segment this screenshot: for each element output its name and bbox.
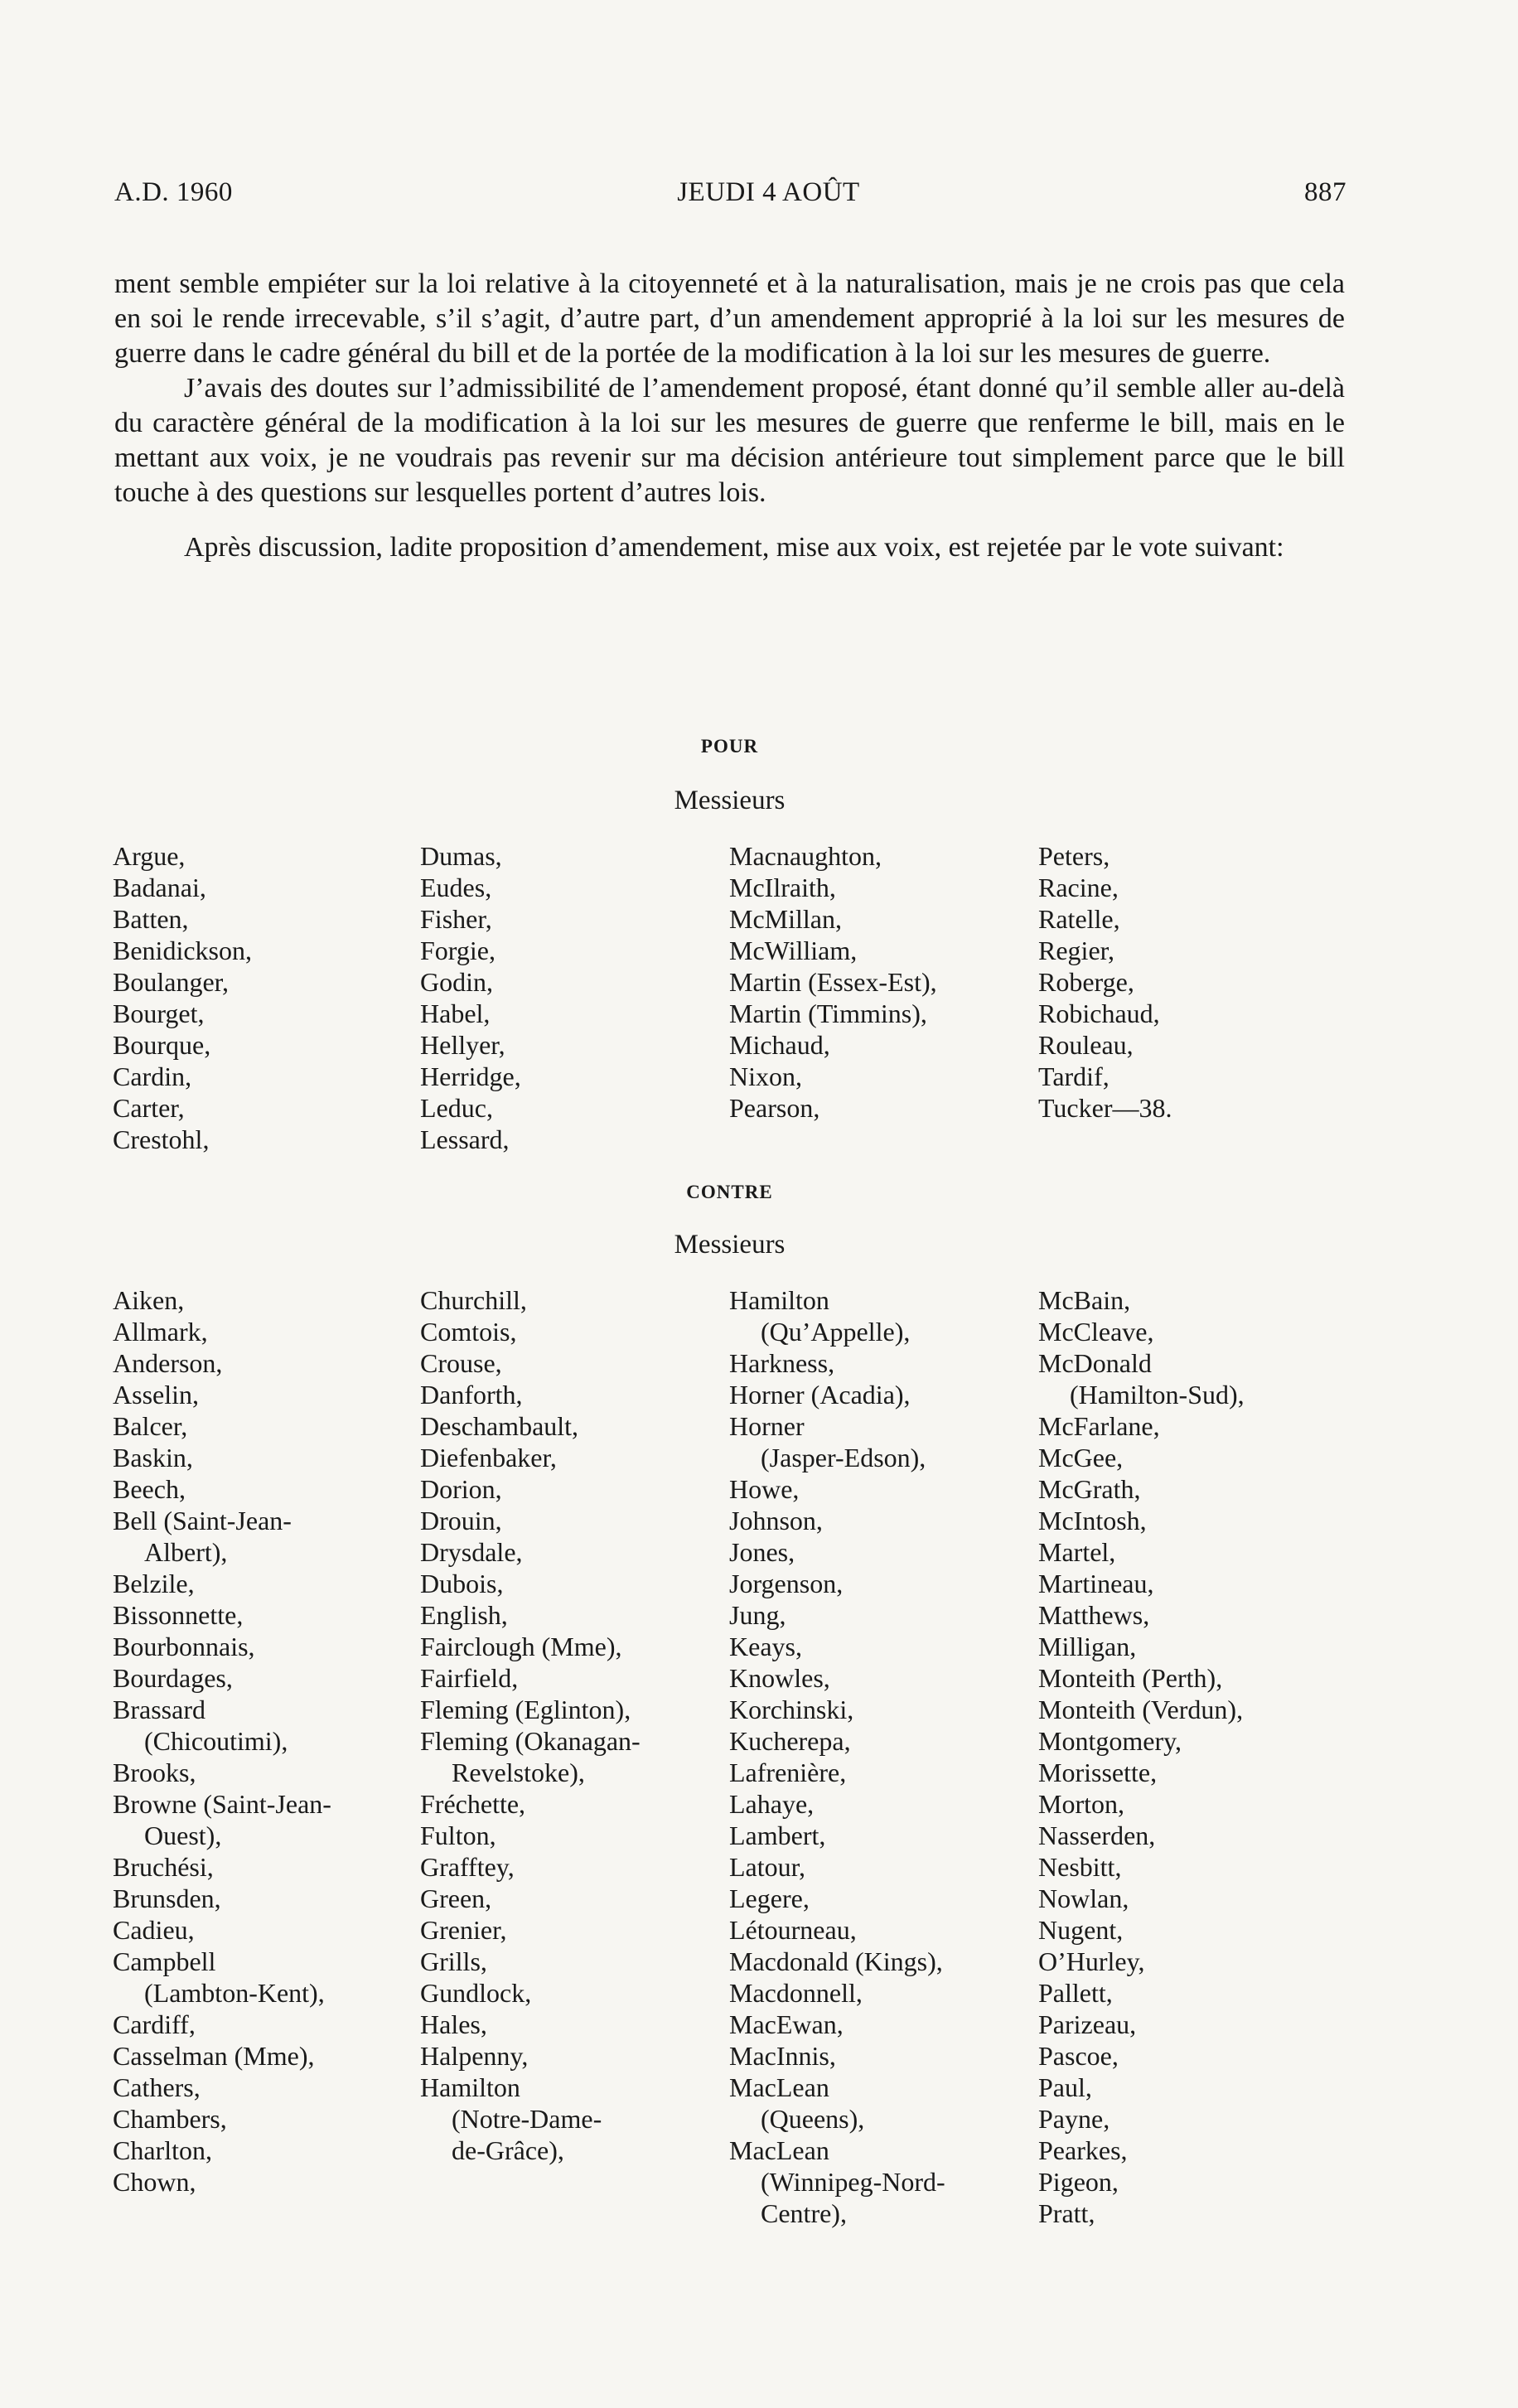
member-name: Michaud, bbox=[729, 1030, 830, 1060]
member-name: Brooks, bbox=[113, 1758, 196, 1787]
member-name: Habel, bbox=[420, 998, 491, 1028]
member-name: Herridge, bbox=[420, 1061, 521, 1091]
member-name: Balcer, bbox=[113, 1411, 188, 1441]
member-name: Pigeon, bbox=[1038, 2167, 1119, 2197]
member-name: Charlton, bbox=[113, 2135, 212, 2165]
member-name: Jorgenson, bbox=[729, 1569, 844, 1598]
member-name: Deschambault, bbox=[420, 1411, 579, 1441]
member-name: Churchill, bbox=[420, 1285, 527, 1315]
member-name: Ratelle, bbox=[1038, 904, 1120, 934]
member-name: Morissette, bbox=[1038, 1758, 1158, 1787]
member-name: Anderson, bbox=[113, 1348, 223, 1378]
member-name: Albert), bbox=[144, 1537, 228, 1567]
header-year: A.D. 1960 bbox=[114, 177, 233, 207]
pour-column-3 bbox=[729, 840, 1038, 1155]
member-name: Nugent, bbox=[1038, 1915, 1124, 1945]
pour-subheading: Messieurs bbox=[674, 786, 786, 815]
contre-column-1 bbox=[113, 1284, 420, 2229]
member-name: Centre), bbox=[761, 2198, 847, 2228]
member-name: Aiken, bbox=[113, 1285, 185, 1315]
member-name: Bourbonnais, bbox=[113, 1632, 255, 1661]
member-name: Latour, bbox=[729, 1852, 806, 1882]
member-name: Danforth, bbox=[420, 1380, 523, 1410]
member-name: Martin (Timmins), bbox=[729, 998, 927, 1028]
member-name: Regier, bbox=[1038, 936, 1115, 965]
member-name: Boulanger, bbox=[113, 967, 230, 997]
member-name: Dorion, bbox=[420, 1474, 502, 1504]
member-name: McGrath, bbox=[1038, 1474, 1141, 1504]
member-name: Monteith (Perth), bbox=[1038, 1663, 1223, 1693]
member-name: Grenier, bbox=[420, 1915, 507, 1945]
member-name: McBain, bbox=[1038, 1285, 1131, 1315]
member-name: Hamilton bbox=[420, 2072, 520, 2102]
member-name: Revelstoke), bbox=[452, 1758, 585, 1787]
member-name: Argue, bbox=[113, 841, 186, 871]
member-name: Knowles, bbox=[729, 1663, 830, 1693]
member-name: Jung, bbox=[729, 1600, 786, 1630]
member-name: Johnson, bbox=[729, 1506, 823, 1535]
member-name: Comtois, bbox=[420, 1317, 517, 1347]
pour-column-4 bbox=[1038, 840, 1356, 1155]
member-name: English, bbox=[420, 1600, 508, 1630]
pour-heading: POUR bbox=[700, 736, 759, 757]
member-name: Legere, bbox=[729, 1883, 810, 1913]
member-name: (Hamilton-Sud), bbox=[1070, 1380, 1245, 1410]
member-name: Bell (Saint-Jean- bbox=[113, 1506, 292, 1535]
member-name: Grafftey, bbox=[420, 1852, 515, 1882]
member-name: Martin (Essex-Est), bbox=[729, 967, 937, 997]
page-number: 887 bbox=[1304, 177, 1346, 207]
member-name: Dumas, bbox=[420, 841, 502, 871]
member-name: Parizeau, bbox=[1038, 2009, 1137, 2039]
member-name: Halpenny, bbox=[420, 2041, 529, 2071]
member-name: Nesbitt, bbox=[1038, 1852, 1122, 1882]
member-name: Fairclough (Mme), bbox=[420, 1632, 622, 1661]
paragraph-1: ment semble empiéter sur la loi relative à la citoyenneté et à la naturalisation, mais je ne crois pas que cela en soi le rende irrecevable, s’il s’agit, d’autre part, d’un amendement approprié à la loi sur les mesures de guerre dans le cadre général du bill et de la portée de la modification à la loi sur les mesures de guerre. bbox=[114, 268, 1345, 369]
member-name: Pratt, bbox=[1038, 2198, 1095, 2228]
contre-vote-list bbox=[113, 1284, 1356, 2229]
member-name: Korchinski, bbox=[729, 1695, 854, 1724]
member-name: MacEwan, bbox=[729, 2009, 844, 2039]
member-name: Asselin, bbox=[113, 1380, 199, 1410]
member-name: Jones, bbox=[729, 1537, 795, 1567]
member-name: McWilliam, bbox=[729, 936, 858, 965]
member-name: Cardiff, bbox=[113, 2009, 196, 2039]
page-header bbox=[114, 177, 1346, 208]
member-name: Nixon, bbox=[729, 1061, 802, 1091]
member-name: Bruchési, bbox=[113, 1852, 214, 1882]
member-name: McFarlane, bbox=[1038, 1411, 1160, 1441]
contre-column-2 bbox=[420, 1284, 729, 2229]
paragraph-3: Après discussion, ladite proposition d’amendement, mise aux voix, est rejetée par le vote suivant: bbox=[184, 532, 1284, 563]
member-name: Hales, bbox=[420, 2009, 487, 2039]
member-name: Diefenbaker, bbox=[420, 1443, 557, 1472]
member-name: Macdonnell, bbox=[729, 1978, 863, 2008]
member-name: Chown, bbox=[113, 2167, 196, 2197]
member-name: Martineau, bbox=[1038, 1569, 1154, 1598]
member-name: (Jasper-Edson), bbox=[761, 1443, 926, 1472]
member-name: MacLean bbox=[729, 2135, 829, 2165]
member-name: McGee, bbox=[1038, 1443, 1124, 1472]
member-name: Horner bbox=[729, 1411, 805, 1441]
member-name: Tucker—38. bbox=[1038, 1093, 1172, 1123]
contre-subheading: Messieurs bbox=[674, 1230, 786, 1260]
member-name: (Queens), bbox=[761, 2104, 865, 2134]
member-name: Leduc, bbox=[420, 1093, 493, 1123]
member-name: Pearson, bbox=[729, 1093, 820, 1123]
member-name: Keays, bbox=[729, 1632, 802, 1661]
member-name: Fairfield, bbox=[420, 1663, 519, 1693]
member-name: Bourdages, bbox=[113, 1663, 233, 1693]
member-name: Rouleau, bbox=[1038, 1030, 1134, 1060]
member-name: Pearkes, bbox=[1038, 2135, 1128, 2165]
member-name: Matthews, bbox=[1038, 1600, 1150, 1630]
member-name: Allmark, bbox=[113, 1317, 208, 1347]
member-name: Monteith (Verdun), bbox=[1038, 1695, 1244, 1724]
contre-column-4 bbox=[1038, 1284, 1356, 2229]
member-name: Badanai, bbox=[113, 873, 206, 902]
member-name: Bourget, bbox=[113, 998, 205, 1028]
member-name: Montgomery, bbox=[1038, 1726, 1182, 1756]
member-name: Lambert, bbox=[729, 1821, 826, 1850]
member-name: Baskin, bbox=[113, 1443, 193, 1472]
pour-column-2 bbox=[420, 840, 729, 1155]
member-name: Martel, bbox=[1038, 1537, 1116, 1567]
member-name: MacLean bbox=[729, 2072, 829, 2102]
member-name: Horner (Acadia), bbox=[729, 1380, 911, 1410]
member-name: Milligan, bbox=[1038, 1632, 1137, 1661]
member-name: Drouin, bbox=[420, 1506, 502, 1535]
member-name: Beech, bbox=[113, 1474, 186, 1504]
member-name: Lahaye, bbox=[729, 1789, 815, 1819]
member-name: Payne, bbox=[1038, 2104, 1110, 2134]
member-name: McDonald bbox=[1038, 1348, 1152, 1378]
member-name: Godin, bbox=[420, 967, 493, 997]
member-name: Brunsden, bbox=[113, 1883, 221, 1913]
member-name: Crouse, bbox=[420, 1348, 502, 1378]
member-name: Hamilton bbox=[729, 1285, 829, 1315]
member-name: Tardif, bbox=[1038, 1061, 1109, 1091]
member-name: Pallett, bbox=[1038, 1978, 1113, 2008]
member-name: Drysdale, bbox=[420, 1537, 523, 1567]
member-name: Pascoe, bbox=[1038, 2041, 1119, 2071]
member-name: (Notre-Dame- bbox=[452, 2104, 602, 2134]
member-name: Harkness, bbox=[729, 1348, 835, 1378]
member-name: Fisher, bbox=[420, 904, 492, 934]
member-name: McIntosh, bbox=[1038, 1506, 1147, 1535]
pour-vote-list bbox=[113, 840, 1356, 1155]
member-name: Belzile, bbox=[113, 1569, 195, 1598]
pour-column-1 bbox=[113, 840, 420, 1155]
member-name: Fréchette, bbox=[420, 1789, 526, 1819]
member-name: Lafrenière, bbox=[729, 1758, 847, 1787]
member-name: Batten, bbox=[113, 904, 189, 934]
member-name: Cathers, bbox=[113, 2072, 201, 2102]
member-name: Campbell bbox=[113, 1946, 216, 1976]
member-name: Robichaud, bbox=[1038, 998, 1160, 1028]
member-name: Kucherepa, bbox=[729, 1726, 851, 1756]
member-name: MacInnis, bbox=[729, 2041, 836, 2071]
member-name: Nowlan, bbox=[1038, 1883, 1129, 1913]
member-name: Bourque, bbox=[113, 1030, 211, 1060]
member-name: Roberge, bbox=[1038, 967, 1134, 997]
member-name: Fleming (Eglinton), bbox=[420, 1695, 631, 1724]
member-name: McMillan, bbox=[729, 904, 842, 934]
member-name: Benidickson, bbox=[113, 936, 252, 965]
member-name: (Winnipeg-Nord- bbox=[761, 2167, 945, 2197]
member-name: Casselman (Mme), bbox=[113, 2041, 315, 2071]
member-name: Browne (Saint-Jean- bbox=[113, 1789, 331, 1819]
member-name: Bissonnette, bbox=[113, 1600, 244, 1630]
member-name: Racine, bbox=[1038, 873, 1119, 902]
member-name: de-Grâce), bbox=[452, 2135, 564, 2165]
member-name: Morton, bbox=[1038, 1789, 1124, 1819]
member-name: Gundlock, bbox=[420, 1978, 532, 2008]
member-name: Lessard, bbox=[420, 1124, 510, 1154]
member-name: Nasserden, bbox=[1038, 1821, 1156, 1850]
member-name: Létourneau, bbox=[729, 1915, 857, 1945]
member-name: Eudes, bbox=[420, 873, 492, 902]
member-name: Hellyer, bbox=[420, 1030, 505, 1060]
paragraph-2: J’avais des doutes sur l’admissibilité de l’amendement proposé, étant donné qu’il semble aller au-delà du caractère général de la modification à la loi sur les mesures de guerre que renferme le bill, mais en le mettant aux voix, je ne voudrais pas revenir sur ma décision antérieure tout simplement parce que le bill touche à des questions sur lesquelles portent d’autres lois. bbox=[114, 373, 1345, 508]
member-name: Carter, bbox=[113, 1093, 185, 1123]
member-name: McCleave, bbox=[1038, 1317, 1154, 1347]
member-name: McIlraith, bbox=[729, 873, 836, 902]
member-name: Dubois, bbox=[420, 1569, 504, 1598]
member-name: Chambers, bbox=[113, 2104, 227, 2134]
member-name: (Chicoutimi), bbox=[144, 1726, 288, 1756]
member-name: Peters, bbox=[1038, 841, 1110, 871]
member-name: Howe, bbox=[729, 1474, 800, 1504]
member-name: Macdonald (Kings), bbox=[729, 1946, 943, 1976]
member-name: Cardin, bbox=[113, 1061, 192, 1091]
member-name: (Qu’Appelle), bbox=[761, 1317, 911, 1347]
member-name: Grills, bbox=[420, 1946, 487, 1976]
member-name: Macnaughton, bbox=[729, 841, 882, 871]
member-name: O’Hurley, bbox=[1038, 1946, 1145, 1976]
member-name: Fulton, bbox=[420, 1821, 496, 1850]
member-name: Fleming (Okanagan- bbox=[420, 1726, 641, 1756]
member-name: Green, bbox=[420, 1883, 492, 1913]
member-name: Crestohl, bbox=[113, 1124, 210, 1154]
contre-heading: CONTRE bbox=[686, 1182, 773, 1202]
member-name: Paul, bbox=[1038, 2072, 1092, 2102]
body-text bbox=[114, 267, 1345, 565]
contre-column-3 bbox=[729, 1284, 1038, 2229]
member-name: Brassard bbox=[113, 1695, 205, 1724]
member-name: Ouest), bbox=[144, 1821, 222, 1850]
member-name: Forgie, bbox=[420, 936, 496, 965]
header-date: JEUDI 4 AOÛT bbox=[677, 177, 860, 207]
member-name: (Lambton-Kent), bbox=[144, 1978, 325, 2008]
member-name: Cadieu, bbox=[113, 1915, 195, 1945]
